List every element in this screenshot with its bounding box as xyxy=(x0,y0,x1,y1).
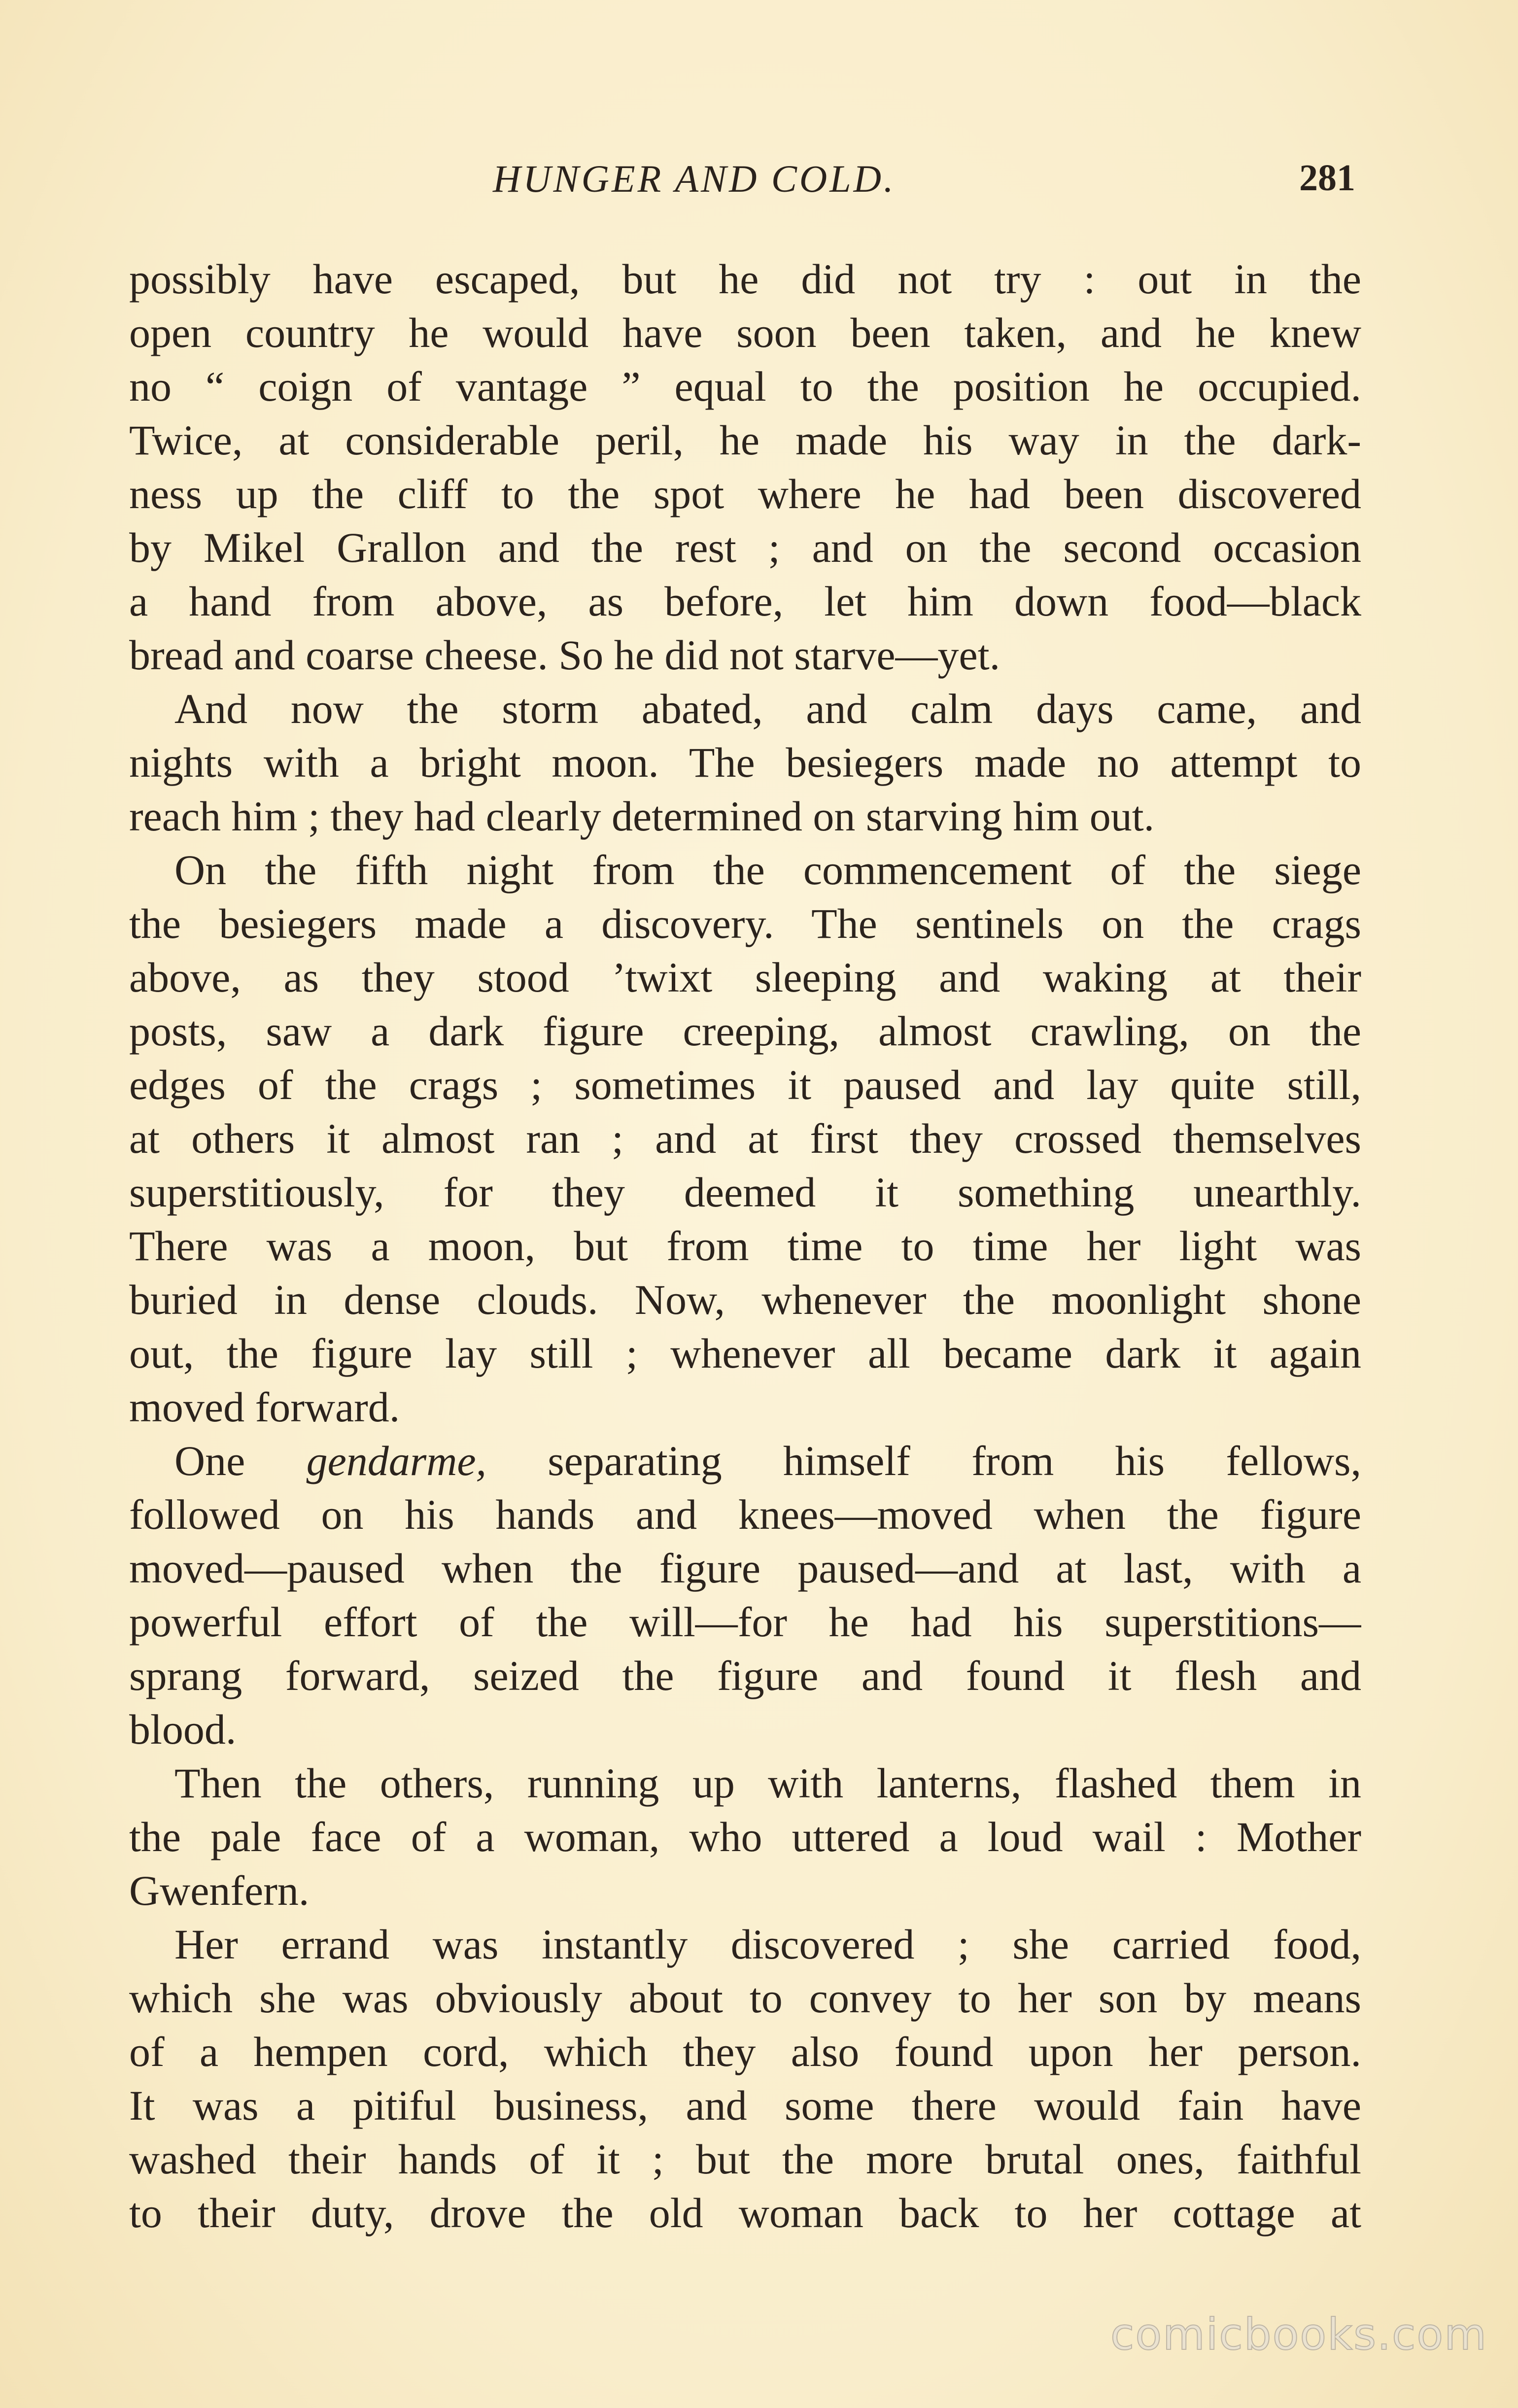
text-line: possibly have escaped, but he did not try : out in the xyxy=(129,255,1361,303)
text-line: On the fifth night from the commencement of the siege xyxy=(174,846,1361,894)
text-line: Gwenfern. xyxy=(129,1867,310,1914)
text-line: Twice, at considerable peril, he made his way in the dark- xyxy=(129,416,1361,464)
text-line: out, the figure lay still ; whenever all became dark it again xyxy=(129,1330,1361,1377)
text-line: of a hempen cord, which they also found upon her person. xyxy=(129,2028,1361,2075)
text-line: And now the storm abated, and calm days came, and xyxy=(174,685,1361,732)
text-line: nights with a bright moon. The besiegers made no attempt to xyxy=(129,739,1361,786)
text-line: powerful effort of the will—for he had his superstitions— xyxy=(129,1598,1361,1646)
text-line: open country he would have soon been taken, and he knew xyxy=(129,309,1361,356)
text-line: followed on his hands and knees—moved when the figure xyxy=(129,1491,1361,1538)
text-line: at others it almost ran ; and at first they crossed themselves xyxy=(129,1115,1361,1162)
text-line: washed their hands of it ; but the more brutal ones, faithful xyxy=(129,2135,1361,2183)
text-line: moved—paused when the figure paused—and at last, with a xyxy=(129,1545,1361,1592)
body-text xyxy=(129,252,1361,2240)
text-line: which she was obviously about to convey to her son by means xyxy=(129,1974,1361,2022)
text-line: There was a moon, but from time to time her light was xyxy=(129,1222,1361,1270)
text-line: the besiegers made a discovery. The sentinels on the crags xyxy=(129,900,1361,947)
text-line: It was a pitiful business, and some there would fain have xyxy=(129,2082,1361,2129)
text-line: the pale face of a woman, who uttered a loud wail : Mother xyxy=(129,1813,1361,1860)
text-line: buried in dense clouds. Now, whenever the moonlight shone xyxy=(129,1276,1361,1323)
text-line: edges of the crags ; sometimes it paused and lay quite still, xyxy=(129,1061,1361,1108)
text-line: above, as they stood ’twixt sleeping and waking at their xyxy=(129,954,1361,1001)
text-line: to their duty, drove the old woman back to her cottage at xyxy=(129,2189,1361,2236)
text-segment: One xyxy=(174,1437,307,1484)
text-line: reach him ; they had clearly determined on starving him out. xyxy=(129,792,1155,840)
running-title: HUNGER AND COLD. xyxy=(493,157,896,200)
text-line: Then the others, running up with lanterns, flashed them in xyxy=(174,1759,1361,1807)
watermark: comicbooks.com xyxy=(1110,2309,1487,2360)
text-line: a hand from above, as before, let him down food—black xyxy=(129,578,1361,625)
text-line: bread and coarse cheese. So he did not starve—yet. xyxy=(129,631,1000,679)
running-head xyxy=(128,157,1355,206)
text-line: no “ coign of vantage ” equal to the position he occupied. xyxy=(129,363,1361,410)
text-line: blood. xyxy=(129,1706,237,1753)
text-line: Her errand was instantly discovered ; she carried food, xyxy=(174,1921,1361,1968)
text-line: by Mikel Grallon and the rest ; and on the second occasion xyxy=(129,524,1361,571)
text-line: posts, saw a dark figure creeping, almost crawling, on the xyxy=(129,1007,1361,1055)
page-number: 281 xyxy=(1299,157,1355,199)
text-line xyxy=(129,1434,1361,1488)
text-line: superstitiously, for they deemed it something unearthly. xyxy=(129,1169,1361,1216)
text-line: sprang forward, seized the figure and found it flesh and xyxy=(129,1652,1361,1699)
text-line: moved forward. xyxy=(129,1383,400,1431)
text-line: ness up the cliff to the spot where he had been discovered xyxy=(129,470,1361,517)
italic-word: gendarme, xyxy=(306,1437,486,1484)
text-segment: separating himself from his fellows, xyxy=(486,1437,1361,1484)
